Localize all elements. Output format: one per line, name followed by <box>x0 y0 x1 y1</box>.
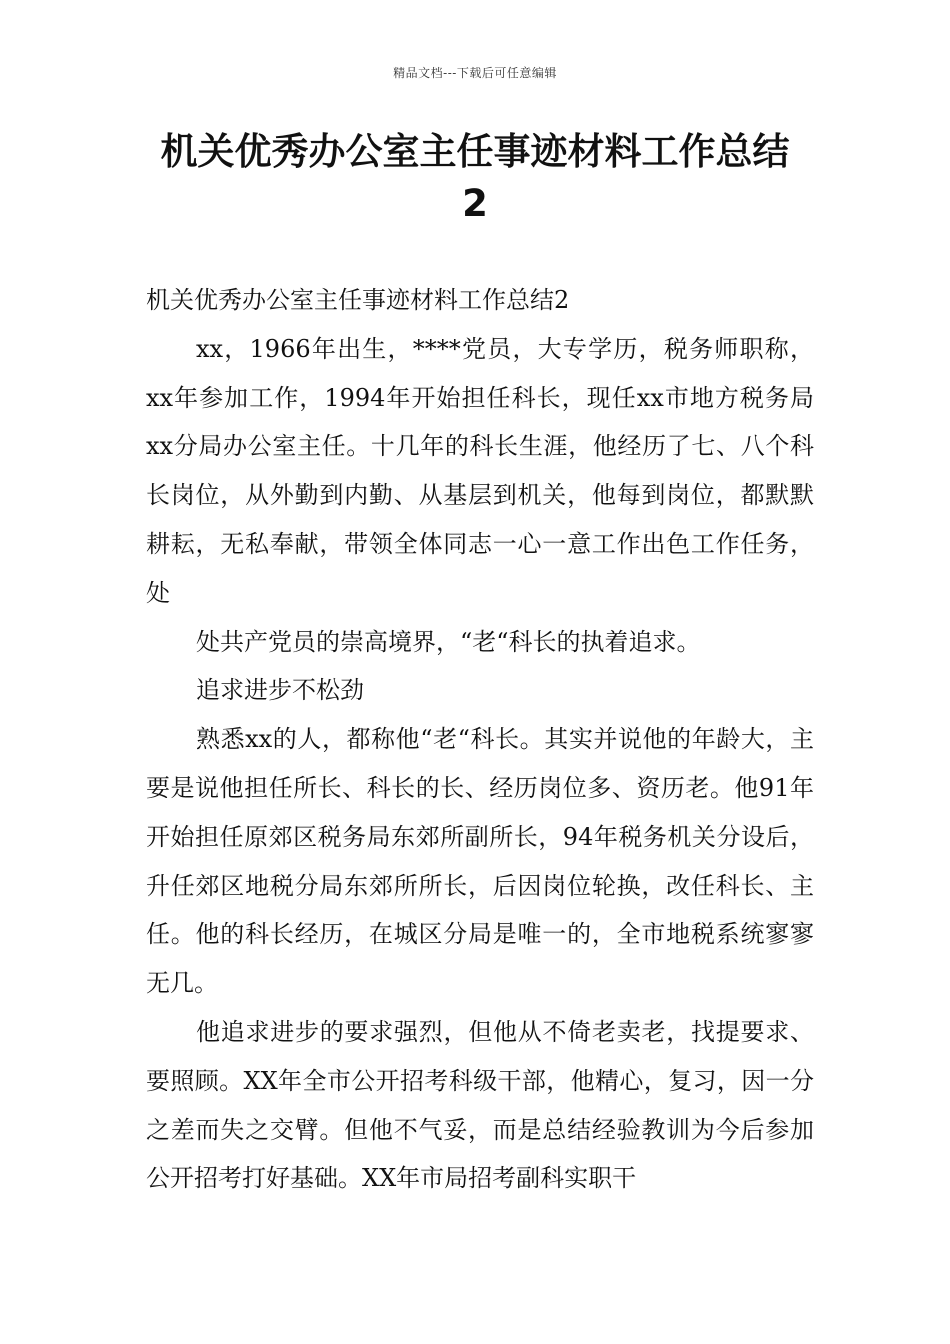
document-title-line-2: 2 <box>462 182 488 225</box>
document-title <box>95 126 855 230</box>
body-paragraph: 熟悉xx的人，都称他“老“科长。其实并说他的年龄大，主要是说他担任所长、科长的长、经历岗位多、资历老。他91年开始担任原郊区税务局东郊所副所长，94年税务机关分设后，升任郊区地税分局东郊所所长，后因岗位轮换，改任科长、主任。他的科长经历，在城区分局是唯一的，全市地税系统寥寥无几。 <box>146 725 814 998</box>
section-heading: 追求进步不松劲 <box>196 676 364 705</box>
header-note: 精品文档---下载后可任意编辑 <box>393 66 557 80</box>
body-paragraph: xx，1966年出生，****党员，大专学历，税务师职称，xx年参加工作，1994年开始担任科长，现任xx市地方税务局xx分局办公室主任。十几年的科长生涯，他经历了七、八个科长岗位，从外勤到内勤、从基层到机关，他每到岗位，都默默耕耘，无私奉献，带领全体同志一心一意工作出色工作任务，处 <box>146 334 814 607</box>
document-body <box>146 276 814 1203</box>
body-paragraph: 处共产党员的崇高境界，“老“科长的执着追求。 <box>196 627 701 656</box>
document-title-line-1: 机关优秀办公室主任事迹材料工作总结 <box>160 130 790 173</box>
subtitle-paragraph: 机关优秀办公室主任事迹材料工作总结2 <box>146 286 570 314</box>
body-paragraph: 他追求进步的要求强烈，但他从不倚老卖老，找提要求、要照顾。XX年全市公开招考科级干部，他精心，复习，因一分之差而失之交臂。但他不气妥，而是总结经验教训为今后参加公开招考打好基础。XX年市局招考副科实职干 <box>146 1017 814 1193</box>
